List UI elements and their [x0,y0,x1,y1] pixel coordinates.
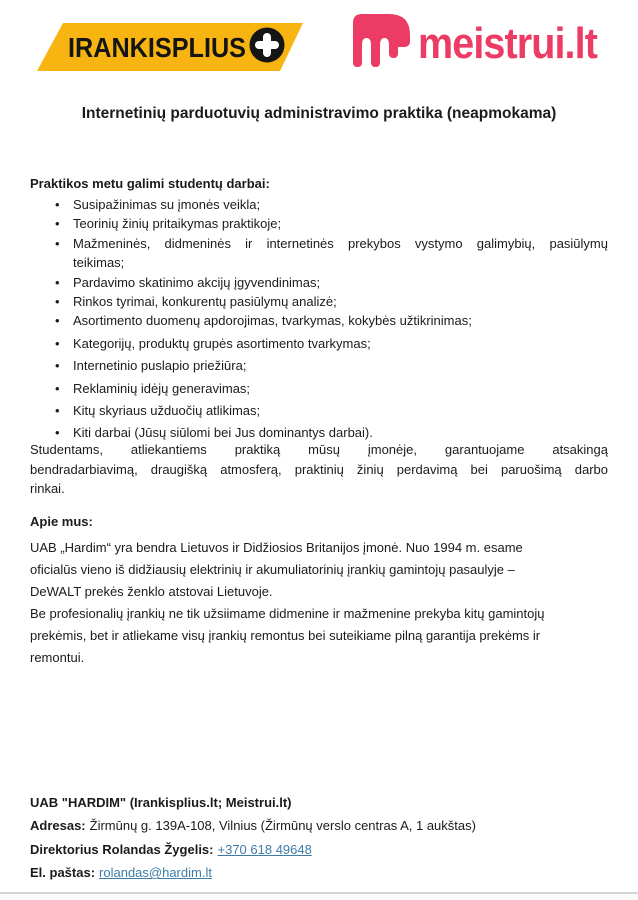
list-item: • Kitų skyriaus užduočių atlikimas; [30,401,608,420]
page-title: Internetinių parduotuvių administravimo praktika (neapmokama) [81,105,557,122]
paragraph-line: rinkai. [30,481,65,497]
list-item: • Reklaminių idėjų generavimas; [30,379,608,398]
irankisplius-logo-text: IRANKISPLIUS [68,32,246,63]
paragraph-line: Studentams, atliekantiems praktiką mūsų įmonėje, garantuojame atsakingą [30,442,608,457]
meistrui-logo [353,10,605,72]
paragraph-line: bendradarbiavimą, draugišką atmosferą, praktinių žinių perdavimą bei paruošimą darbo [30,461,608,477]
list-item-line: • Mažmeninės, didmeninės ir internetinės prekybos vystymo galimybių, pasiūlymų [73,235,608,251]
address-value: Žirmūnų g. 139A-108, Vilnius (Žirmūnų verslo centras A, 1 aukštas) [89,818,476,834]
paragraph-line: DeWALT prekės ženklo atstovai Lietuvoje. [30,584,273,599]
tasks-heading: Praktikos metu galimi studentų darbai: [30,176,270,191]
paragraph-line: oficialūs vieno iš didžiausių elektrinių ir akumuliatorinių įrankių gamintojų pasaulyje – [30,562,515,577]
paragraph-line: prekėmis, bet ir atliekame visų įrankių remontus bei suteikiame pilną garantija prekėms ir [30,628,541,643]
company-name-text: UAB "HARDIM" (Irankisplius.lt; Meistrui.lt) [30,795,292,810]
page-bottom-edge [0,892,638,900]
address-line [30,814,608,837]
plus-icon [250,28,285,63]
director-label: Direktorius Rolandas Žygelis: [30,841,214,857]
list-item: • Pardavimo skatinimo akcijų įgyvendinimas; [30,273,608,292]
tasks-list [30,195,608,443]
about-paragraph-1 [30,537,608,603]
list-item: • Kiti darbai (Jūsų siūlomi bei Jus dominantys darbai). [30,423,608,442]
about-paragraph-2 [30,603,608,669]
list-item: • Rinkos tyrimai, konkurentų pasiūlymų analizė; [30,292,608,311]
meistrui-logo-text: meistrui.lt [418,19,599,68]
address-label: Adresas: [30,818,86,834]
list-item-line: teikimas; [73,255,125,271]
list-item: • Asortimento duomenų apdorojimas, tvarkymas, kokybės užtikrinimas; [30,311,608,330]
about-heading: Apie mus: [30,514,93,529]
contact-block [30,791,608,885]
company-name [30,791,608,814]
list-item: • Internetinio puslapio priežiūra; [30,356,608,375]
irankisplius-logo [36,14,308,74]
list-item: • Kategorijų, produktų grupės asortimento tvarkymas; [30,334,608,353]
guarantee-paragraph [30,440,608,499]
paragraph-line: remontui. [30,650,85,665]
list-item: • Susipažinimas su įmonės veikla; [30,195,608,214]
list-item: • Teorinių žinių pritaikymas praktikoje; [30,214,608,233]
paragraph-line: UAB „Hardim“ yra bendra Lietuvos ir Didžiosios Britanijos įmonė. Nuo 1994 m. esame [30,540,523,555]
m-badge-icon [353,14,410,67]
email-link[interactable]: rolandas@hardim.lt [99,865,212,881]
email-label: El. paštas: [30,865,96,881]
email-line [30,861,608,884]
paragraph-line: Be profesionalių įrankių ne tik užsiimame didmenine ir mažmenine prekyba kitų gamintojų [30,606,545,621]
phone-link[interactable]: +370 618 49648 [217,841,312,857]
list-item [30,234,608,273]
director-line [30,838,608,861]
